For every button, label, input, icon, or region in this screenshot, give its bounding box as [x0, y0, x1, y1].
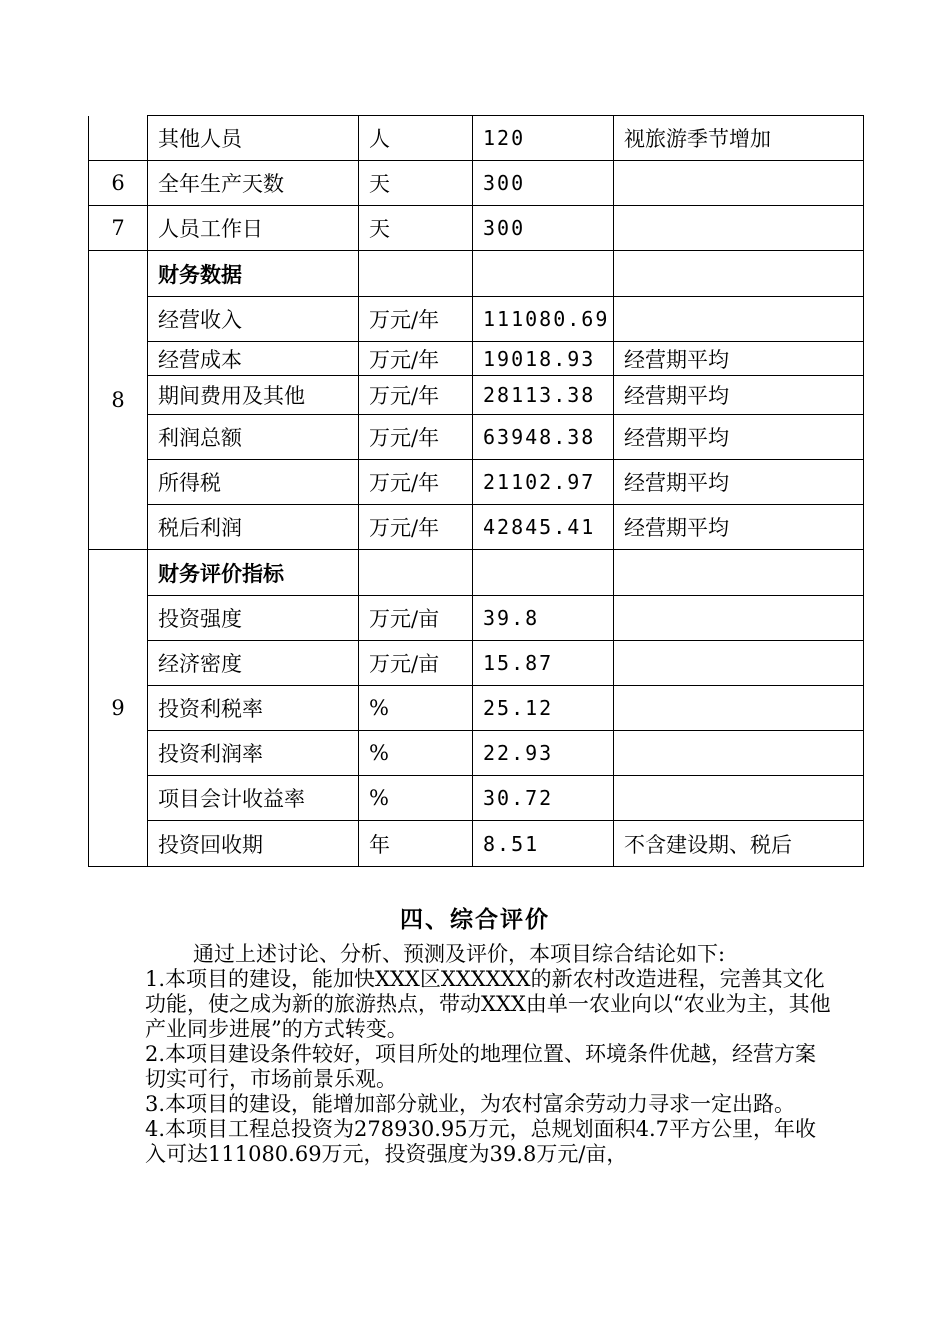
note-cell [614, 731, 864, 776]
value-cell: 30.72 [473, 776, 614, 821]
group-header-evaluation-indicators: 财务评价指标 [148, 550, 359, 596]
item-cell: 期间费用及其他 [148, 376, 359, 415]
value-cell: 120 [473, 116, 614, 161]
value-cell: 42845.41 [473, 505, 614, 550]
unit-cell: 万元/年 [359, 460, 473, 505]
item-cell: 投资利税率 [148, 686, 359, 731]
item-cell: 人员工作日 [148, 206, 359, 251]
unit-cell: 人 [359, 116, 473, 161]
table-row [89, 342, 864, 376]
note-cell [614, 161, 864, 206]
item-cell: 所得税 [148, 460, 359, 505]
section-title: 四、综合评价 [400, 906, 550, 933]
unit-cell: 万元/亩 [359, 641, 473, 686]
note-cell [614, 596, 864, 641]
unit-cell: 万元/年 [359, 415, 473, 460]
conclusion-point-2: 2.本项目建设条件较好，项目所处的地理位置、环境条件优越，经营方案切实可行，市场前景乐观。 [145, 1042, 817, 1091]
conclusion-point-4: 4.本项目工程总投资为278930.95万元，总规划面积4.7平方公里，年收入可达111080.69万元，投资强度为39.8万元/亩， [145, 1117, 816, 1166]
unit-cell: 万元/年 [359, 297, 473, 342]
conclusion-point-3: 3.本项目的建设，能增加部分就业，为农村富余劳动力寻求一定出路。 [145, 1092, 796, 1116]
table-row [89, 641, 864, 686]
unit-cell: 万元/亩 [359, 596, 473, 641]
table-row [89, 297, 864, 342]
conclusion-point-1: 1.本项目的建设，能加快XXX区XXXXXX的新农村改造进程，完善其文化功能，使之成为新的旅游热点，带动XXX由单一农业向以“农业为主，其他产业同步进展”的方式转变。 [145, 967, 831, 1041]
note-cell [614, 297, 864, 342]
unit-cell: 天 [359, 161, 473, 206]
financial-indicators-table [88, 115, 864, 867]
value-cell: 28113.38 [473, 376, 614, 415]
table-row [89, 776, 864, 821]
intro-paragraph: 通过上述讨论、分析、预测及评价，本项目综合结论如下: [193, 942, 726, 966]
unit-cell: % [359, 731, 473, 776]
group-number-9: 9 [89, 550, 148, 867]
table-row [89, 731, 864, 776]
note-cell [614, 776, 864, 821]
note-cell [614, 641, 864, 686]
table-row [89, 460, 864, 505]
table-row [89, 376, 864, 415]
value-cell: 300 [473, 206, 614, 251]
table-row [89, 686, 864, 731]
item-cell: 项目会计收益率 [148, 776, 359, 821]
value-cell: 300 [473, 161, 614, 206]
item-cell: 投资利润率 [148, 731, 359, 776]
value-cell: 111080.69 [473, 297, 614, 342]
value-cell: 15.87 [473, 641, 614, 686]
table-row [89, 505, 864, 550]
note-cell: 经营期平均 [614, 505, 864, 550]
note-cell: 经营期平均 [614, 415, 864, 460]
unit-cell: 万元/年 [359, 505, 473, 550]
item-cell: 全年生产天数 [148, 161, 359, 206]
item-cell: 税后利润 [148, 505, 359, 550]
unit-cell: 万元/年 [359, 376, 473, 415]
table-row [89, 821, 864, 867]
note-cell [614, 686, 864, 731]
group-header-financial-data: 财务数据 [148, 251, 359, 297]
note-cell [614, 206, 864, 251]
group-number-8: 8 [89, 251, 148, 550]
item-cell: 投资强度 [148, 596, 359, 641]
value-cell: 39.8 [473, 596, 614, 641]
group-header-row [89, 550, 864, 596]
section-body [145, 942, 835, 1167]
unit-cell: 万元/年 [359, 342, 473, 376]
value-cell: 21102.97 [473, 460, 614, 505]
table-row [89, 161, 864, 206]
item-cell: 其他人员 [148, 116, 359, 161]
table-row [89, 415, 864, 460]
item-cell: 经营收入 [148, 297, 359, 342]
item-cell: 投资回收期 [148, 821, 359, 867]
value-cell: 8.51 [473, 821, 614, 867]
table-row [89, 116, 864, 161]
value-cell: 19018.93 [473, 342, 614, 376]
row-number: 6 [89, 161, 148, 206]
item-cell: 利润总额 [148, 415, 359, 460]
item-cell: 经营成本 [148, 342, 359, 376]
value-cell: 63948.38 [473, 415, 614, 460]
group-header-row [89, 251, 864, 297]
unit-cell: % [359, 686, 473, 731]
row-number: 7 [89, 206, 148, 251]
note-cell: 经营期平均 [614, 376, 864, 415]
note-cell: 视旅游季节增加 [614, 116, 864, 161]
note-cell: 不含建设期、税后 [614, 821, 864, 867]
note-cell: 经营期平均 [614, 460, 864, 505]
unit-cell: % [359, 776, 473, 821]
note-cell: 经营期平均 [614, 342, 864, 376]
unit-cell: 年 [359, 821, 473, 867]
table-row [89, 596, 864, 641]
item-cell: 经济密度 [148, 641, 359, 686]
table-row [89, 206, 864, 251]
unit-cell: 天 [359, 206, 473, 251]
value-cell: 25.12 [473, 686, 614, 731]
row-number [89, 116, 148, 161]
value-cell: 22.93 [473, 731, 614, 776]
